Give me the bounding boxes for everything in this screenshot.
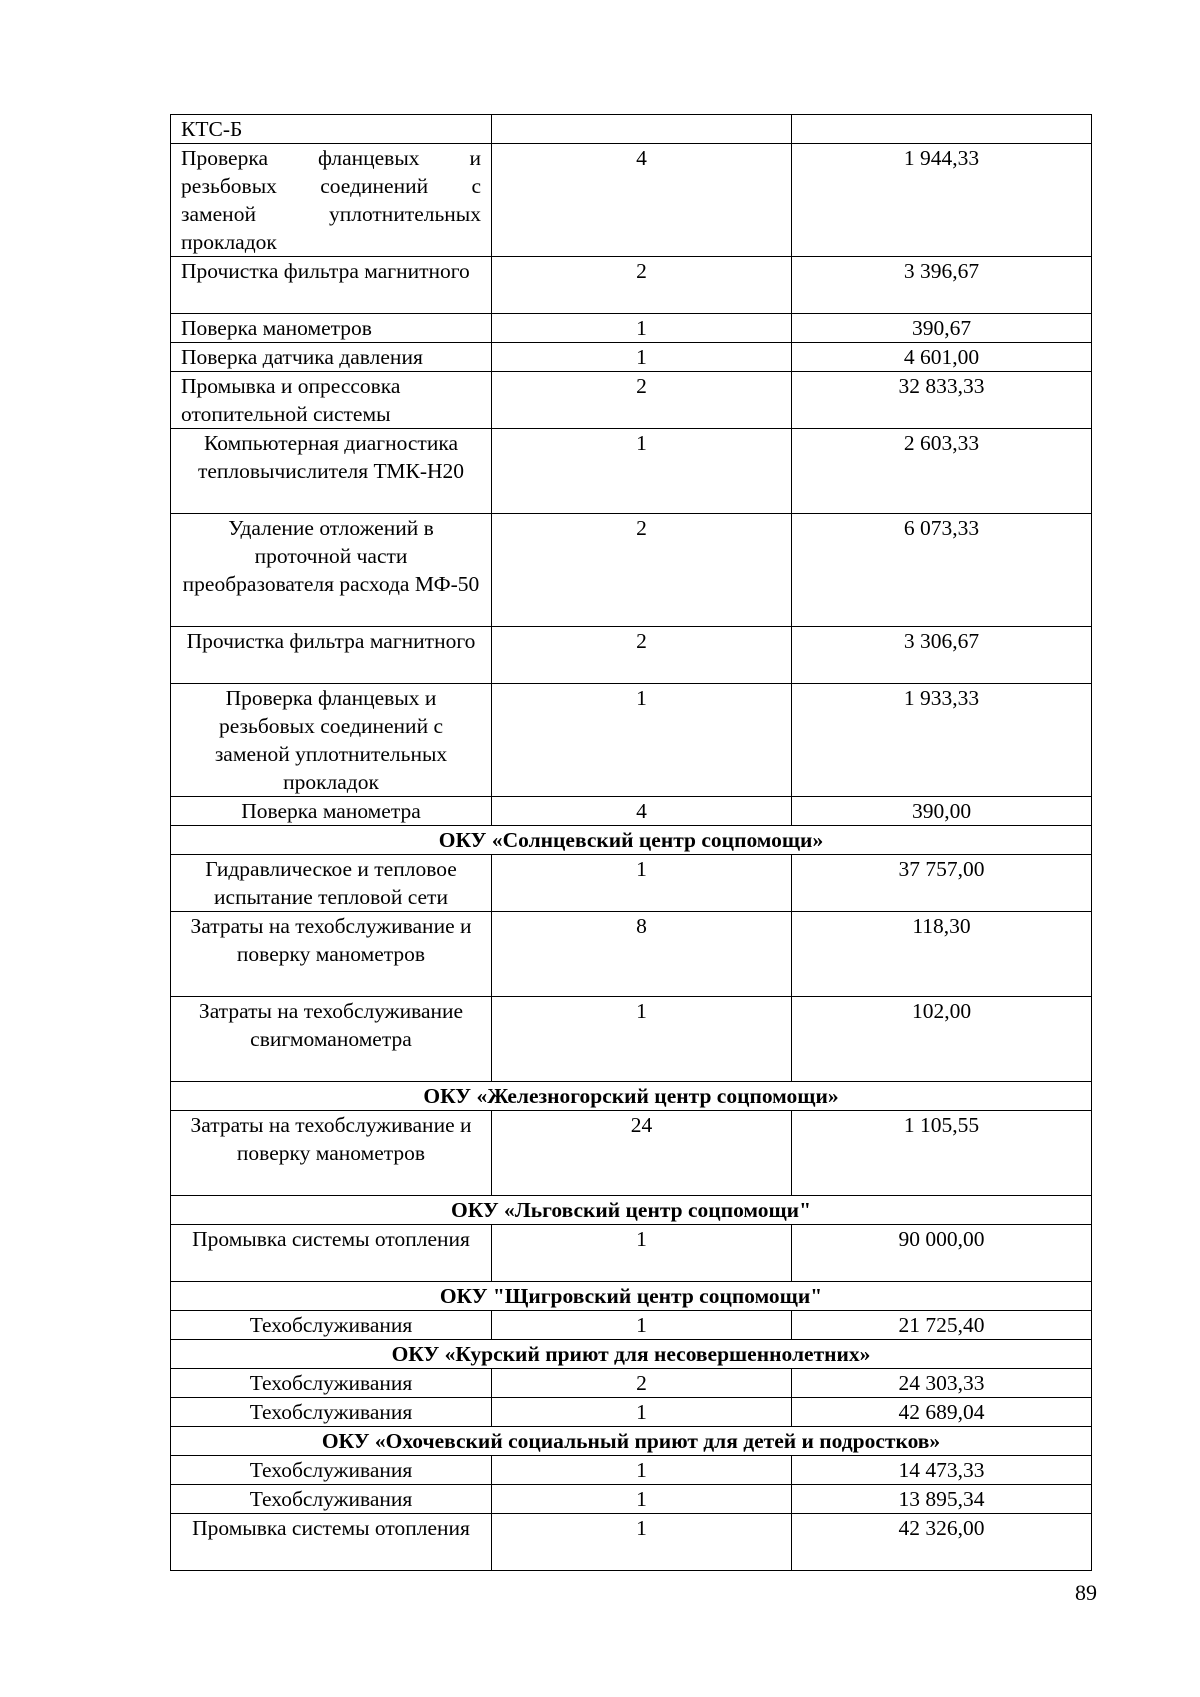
service-name-cell: КТС-Б [171,115,492,144]
amount-cell: 13 895,34 [792,1485,1092,1514]
quantity-cell: 2 [492,1369,792,1398]
service-name-cell: Поверка датчика давления [171,343,492,372]
amount-cell: 37 757,00 [792,855,1092,912]
page-number: 89 [1075,1580,1097,1605]
table-row [171,1485,1092,1514]
table-row [171,514,1092,627]
service-name-cell: Техобслуживания [171,1311,492,1340]
quantity-cell: 1 [492,1311,792,1340]
service-name-cell: Затраты на техобслуживание и поверку манометров [171,1111,492,1196]
quantity-cell: 1 [492,429,792,514]
quantity-cell: 1 [492,343,792,372]
section-heading: ОКУ "Щигровский центр соцпомощи" [171,1282,1092,1311]
quantity-cell: 2 [492,372,792,429]
quantity-cell: 1 [492,1485,792,1514]
table-row [171,1311,1092,1340]
quantity-cell: 8 [492,912,792,997]
service-name-cell: Прочистка фильтра магнитного [171,627,492,684]
service-name-cell: Промывка системы отопления [171,1514,492,1571]
table-row [171,855,1092,912]
section-row [171,826,1092,855]
amount-cell: 1 933,33 [792,684,1092,797]
quantity-cell: 1 [492,1456,792,1485]
table-row [171,912,1092,997]
service-name-cell: Прочистка фильтра магнитного [171,257,492,314]
amount-cell: 1 105,55 [792,1111,1092,1196]
service-name-cell: Промывка и опрессовка отопительной системы [171,372,492,429]
amount-cell: 21 725,40 [792,1311,1092,1340]
quantity-cell [492,115,792,144]
amount-cell: 42 689,04 [792,1398,1092,1427]
service-name-cell: Техобслуживания [171,1369,492,1398]
service-name-cell: Компьютерная диагностика тепловычислителя ТМК-Н20 [171,429,492,514]
section-heading: ОКУ «Солнцевский центр соцпомощи» [171,826,1092,855]
amount-cell: 390,00 [792,797,1092,826]
service-name-cell: Гидравлическое и тепловое испытание тепловой сети [171,855,492,912]
amount-cell: 3 306,67 [792,627,1092,684]
table-row [171,372,1092,429]
quantity-cell: 2 [492,257,792,314]
section-row [171,1282,1092,1311]
table-row [171,997,1092,1082]
section-heading: ОКУ «Льговский центр соцпомощи" [171,1196,1092,1225]
quantity-cell: 1 [492,684,792,797]
quantity-cell: 4 [492,797,792,826]
table-row [171,1225,1092,1282]
service-name-cell: Поверка манометра [171,797,492,826]
service-name-cell: Техобслуживания [171,1398,492,1427]
quantity-cell: 1 [492,1398,792,1427]
table-row [171,343,1092,372]
quantity-cell: 1 [492,314,792,343]
table-row [171,797,1092,826]
quantity-cell: 1 [492,1225,792,1282]
amount-cell: 42 326,00 [792,1514,1092,1571]
amount-cell [792,115,1092,144]
table-row [171,1514,1092,1571]
section-row [171,1196,1092,1225]
table-row [171,684,1092,797]
quantity-cell: 2 [492,514,792,627]
amount-cell: 118,30 [792,912,1092,997]
section-heading: ОКУ «Охочевский социальный приют для детей и подростков» [171,1427,1092,1456]
section-row [171,1340,1092,1369]
service-name-cell: Затраты на техобслуживание и поверку манометров [171,912,492,997]
service-name-cell: Поверка манометров [171,314,492,343]
section-heading: ОКУ «Железногорский центр соцпомощи» [171,1082,1092,1111]
table-row [171,627,1092,684]
amount-cell: 24 303,33 [792,1369,1092,1398]
service-name-cell: Техобслуживания [171,1456,492,1485]
service-name-cell: Затраты на техобслуживание свигмоманометра [171,997,492,1082]
service-name-cell: Удаление отложений в проточной части преобразователя расхода МФ-50 [171,514,492,627]
table-row [171,1369,1092,1398]
table-row [171,257,1092,314]
amount-cell: 32 833,33 [792,372,1092,429]
amount-cell: 102,00 [792,997,1092,1082]
quantity-cell: 2 [492,627,792,684]
amount-cell: 390,67 [792,314,1092,343]
service-name-cell: Проверка фланцевых и резьбовых соединений с заменой уплотнительных прокладок [171,144,492,257]
table-row [171,1398,1092,1427]
table-row [171,144,1092,257]
table-row [171,429,1092,514]
service-name-cell: Проверка фланцевых и резьбовых соединений с заменой уплотнительных прокладок [171,684,492,797]
amount-cell: 90 000,00 [792,1225,1092,1282]
section-row [171,1427,1092,1456]
quantity-cell: 1 [492,997,792,1082]
services-table [170,114,1092,1571]
quantity-cell: 1 [492,855,792,912]
quantity-cell: 24 [492,1111,792,1196]
table-row [171,115,1092,144]
table-row [171,1111,1092,1196]
service-name-cell: Промывка системы отопления [171,1225,492,1282]
amount-cell: 4 601,00 [792,343,1092,372]
amount-cell: 6 073,33 [792,514,1092,627]
amount-cell: 14 473,33 [792,1456,1092,1485]
table-row [171,1456,1092,1485]
section-row [171,1082,1092,1111]
section-heading: ОКУ «Курский приют для несовершеннолетних» [171,1340,1092,1369]
amount-cell: 3 396,67 [792,257,1092,314]
service-name-cell: Техобслуживания [171,1485,492,1514]
table-row [171,314,1092,343]
quantity-cell: 1 [492,1514,792,1571]
services-table-body [171,115,1092,1571]
quantity-cell: 4 [492,144,792,257]
amount-cell: 1 944,33 [792,144,1092,257]
amount-cell: 2 603,33 [792,429,1092,514]
